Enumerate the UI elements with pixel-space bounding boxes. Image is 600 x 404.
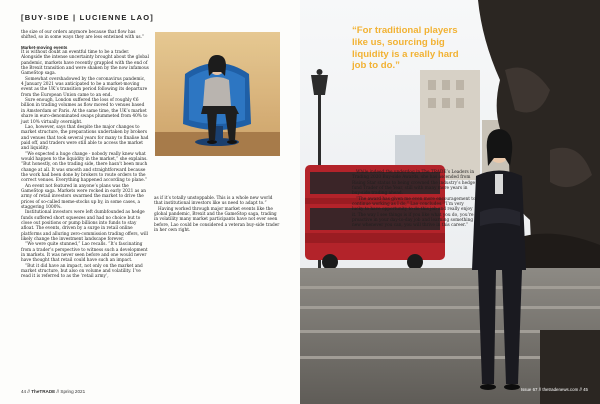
paragraph: “We expected a huge change - nobody really knew what would happen to the liquidity in the market,” she explains. “But honestly, on the trading side, there hasn’t been much change at all. It was smooth and straightforward because the work had been done by brokers to route orders to the correct venues. Everything happened according to plane.”	[21, 151, 148, 184]
subheading: Market-moving events	[21, 44, 68, 50]
paragraph: Sure enough, London suffered the loss of roughly €6 billion in trading volumes as flow moved to venues based in Amsterdam or Paris. At the same time, the UK’s market share in euro-denominated swaps plummeted from 40% to just 10% virtually overnight.	[21, 98, 148, 125]
separator: //	[56, 389, 60, 394]
paragraph: the size of our orders anymore because that flow has shifted, so in some ways they are less entwined with us.”	[21, 30, 145, 41]
paragraph: as if it’s totally unstoppable. This is a whole new world that institutional investors like us need to adapt to.”	[154, 196, 273, 207]
page-number: 44	[21, 389, 27, 394]
pull-quote: “For traditional players like us, sourcing big liquidity is a really hard job to do.”	[352, 25, 459, 72]
paragraph: An event not featured in anyone’s plans was the GameStop saga. Markets were rocked in early 2021 as an army of retail investors swarmed the market to drive the prices of so-called meme-stocks up by, in some cases, a staggering 1000%.	[21, 183, 146, 210]
paragraph: It is without doubt an eventful time to be a trader. Alongside the intense uncertainty brought about the global pandemic, markets have recently grappled with the end of the Brexit transition and were shaken by the now infamous GameStop saga.	[21, 50, 149, 77]
article-column-3	[352, 170, 476, 229]
separator: //	[27, 389, 30, 394]
paragraph: Having worked through major market events like the global pandemic, Brexit and the GameStop saga, trading in volatility many market participants have not ever seen before, Lao could be considered a veteran buy-side trader in her own right.	[154, 206, 280, 234]
paragraph: “We were quite stunned,” Lao recalls. “It’s fascinating from a trader’s perspective to witness such a development in markets. It was never seen before and one would never have thought that retail could have such an impact.	[21, 242, 148, 264]
paragraph: While indeed the underdog in The TRADE’s Leaders in Trading 2020 Buy-side Awards, she has ascended from Rising Star status to being crowned the industry’s hedge fund Trader of the Year, still with many more years in buy-side trading ahead.	[352, 170, 476, 197]
article-column-2	[154, 196, 280, 233]
right-footer: Issue 67 // thetradenews.com // 45	[520, 387, 588, 392]
section-kicker: [BUY-SIDE | LUCIENNE LAO]	[21, 13, 154, 22]
paragraph: Lao, however, says that despite the major changes to market structure, the preparations undertaken by brokers and venues that took several years for many to finalise had paid off, and traders were still able to access the market and liquidity.	[21, 124, 149, 152]
left-footer	[21, 389, 85, 394]
paragraph: “But it did have an impact, not only on the market and market structure, but also on volume and volatility. I’ve read it is referred to as the ‘retail army’,	[21, 263, 143, 280]
brand-logo: TheTRADE	[31, 389, 56, 394]
seated-portrait-image	[155, 32, 280, 156]
article-column-1	[21, 30, 149, 280]
issue-date: Spring 2021	[60, 389, 86, 394]
paragraph: Institutional investors were left dumbfounded as hedge funds suffered short squeezes and had no choice but to close out positions or pump billions into funds to stay afloat. The events, driven by a surge in retail online platforms and alluring zero-commission trading offers, will likely change the investment landscape forever.	[21, 210, 148, 243]
paragraph: “The award has given me even more encouragement to continue working as I do,” Lao concludes. “I’m very lucky to have opportunity to do this job and really enjoy it. The way I see things is if you like what you do, you’re proactive in your day-to-day job and learning something new whenever you can, you will thrive in this career.”	[352, 196, 476, 229]
paragraph: Somewhat overshadowed by the coronavirus pandemic, 4 January 2021 was anticipated to be a market-moving event as the UK’s transition period following its departure from the European Union came to an end.	[21, 76, 148, 98]
inset-photo	[155, 32, 280, 156]
